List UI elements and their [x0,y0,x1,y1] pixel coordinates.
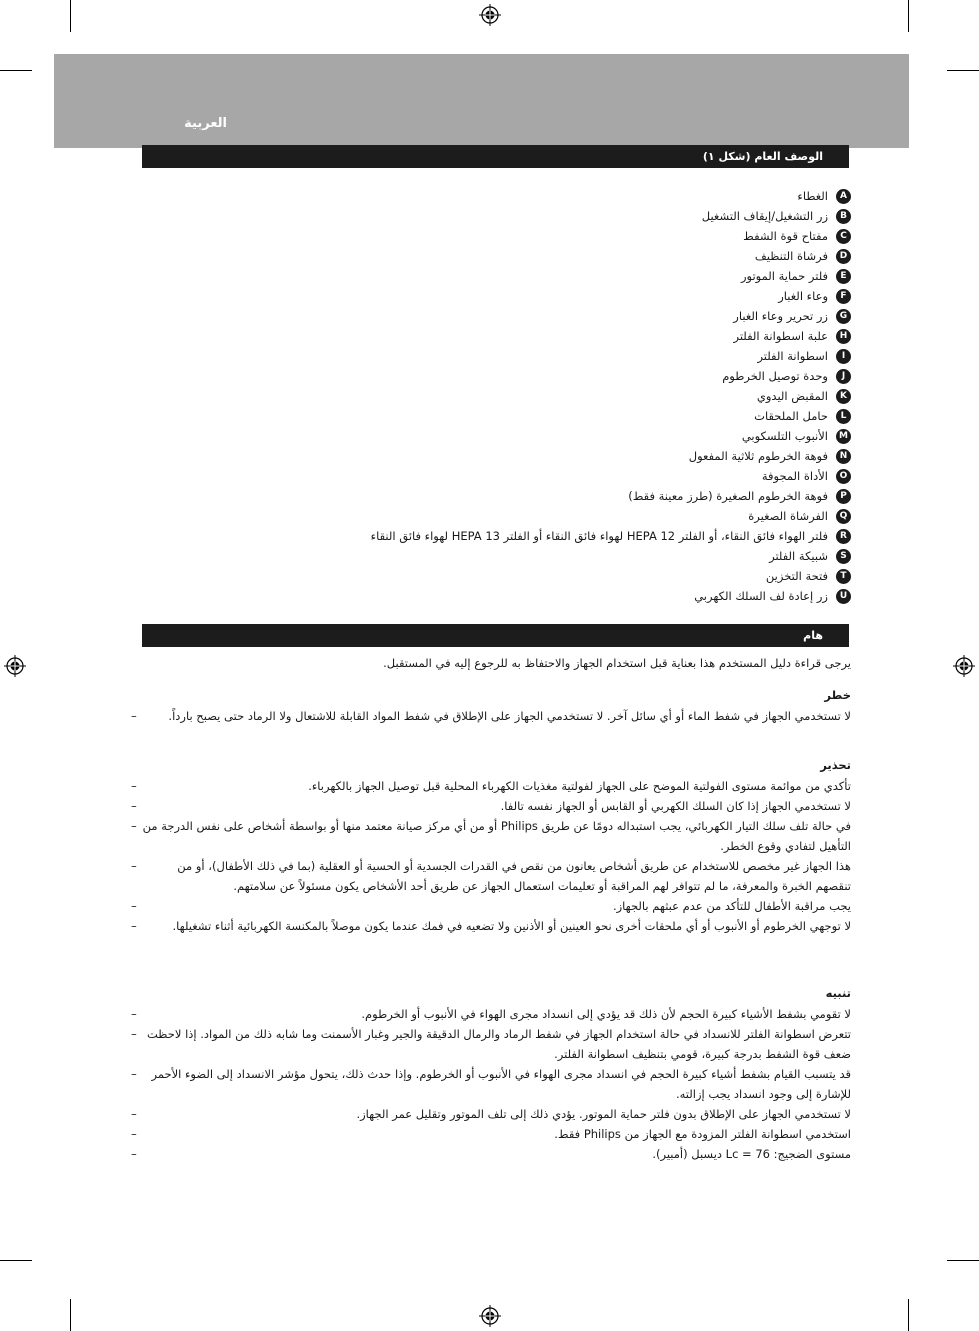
part-label: فوهة الخرطوم الصغيرة (طرز معينة فقط) [628,489,828,503]
part-label: مفتاح قوة الشفط [743,229,828,243]
registration-mark-icon [4,655,26,677]
caution-item: – قد يتسبب القيام بشفط أشياء كبيرة الحجم في انسداد مجرى الهواء في الأنبوب أو الخرطوم. وإذا حدث ذلك، يتحول مؤشر الانسداد إلى الضوء الأحمر للإشارة إلى وجود انسداد يجب إزالته. [131,1067,851,1101]
danger-section [131,688,851,726]
part-item [231,406,851,426]
danger-item: – لا تستخدمي الجهاز في شفط الماء أو أي سائل آخر. لا تستخدمي الجهاز على الإطلاق في شفط المواد القابلة للاشتعال ولا الرماد حتى يصبح بارداً. [131,709,851,723]
part-letter-badge: G [836,309,851,324]
part-letter-badge: D [836,249,851,264]
part-item [231,206,851,226]
part-label: الأداة المجوفة [761,469,828,483]
crop-mark [908,1299,909,1331]
parts-list [231,186,851,606]
caution-item-text: لا تستخدمي الجهاز على الإطلاق بدون فلتر حماية الموتور. يؤدي ذلك إلى تلف الموتور وتقليل عمر الجهاز. [356,1107,851,1121]
danger-item-text: لا تستخدمي الجهاز في شفط الماء أو أي سائل آخر. لا تستخدمي الجهاز على الإطلاق في شفط المواد القابلة للاشتعال ولا الرماد حتى يصبح بارداً. [168,709,851,723]
part-item [231,266,851,286]
caution-item: – استخدمي اسطوانة الفلتر المزودة مع الجهاز من Philips فقط. [131,1127,851,1141]
caution-title: تنبيه [825,986,851,1000]
part-letter-badge: N [836,449,851,464]
part-item [231,566,851,586]
caution-item-text: استخدمي اسطوانة الفلتر المزودة مع الجهاز من Philips فقط. [554,1127,851,1141]
part-item [231,286,851,306]
part-letter-badge: J [836,369,851,384]
header-banner [54,54,909,148]
part-label: الغطاء [797,189,828,203]
important-title: هام [142,624,849,647]
part-label: الفرشاة الصغيرة [748,509,828,523]
part-item [231,346,851,366]
part-item [231,426,851,446]
part-letter-badge: L [836,409,851,424]
language-label: العربية [184,116,227,131]
part-letter-badge: R [836,529,851,544]
part-letter-badge: Q [836,509,851,524]
crop-mark [908,0,909,32]
part-label: اسطوانة الفلتر [757,349,828,363]
caution-section [131,986,851,1164]
warning-title: تحذير [820,758,851,772]
crop-mark [70,1299,71,1331]
warning-section [131,758,851,936]
part-item [231,486,851,506]
warning-item-text: في حالة تلف سلك التيار الكهربائي، يجب استبداله دومًا عن طريق Philips أو من أي مركز صيانة معتمد منها أو بواسطة أشخاص على نفس الدرجة من التأهيل لتفادي وقوع الخطر. [142,819,851,853]
part-item [231,326,851,346]
warning-item-text: تأكدي من موائمة مستوى الفولتية الموضح على الجهاز لفولتية مغذيات الكهرباء المحلية قبل توصيل الجهاز بالكهرباء. [308,779,851,793]
caution-item-text: قد يتسبب القيام بشفط أشياء كبيرة الحجم في انسداد مجرى الهواء في الأنبوب أو الخرطوم. وإذا حدث ذلك، يتحول مؤشر الانسداد إلى الضوء الأحمر للإشارة إلى وجود انسداد يجب إزالته. [151,1067,851,1101]
part-label: زر التشغيل/إيقاف التشغيل [701,209,828,223]
important-intro: يرجى قراءة دليل المستخدم هذا بعناية قبل استخدام الجهاز والاحتفاظ به للرجوع إليه في المستقبل. [383,656,851,670]
warning-item: – لا توجهي الخرطوم أو الأنبوب أو أي ملحقات أخرى نحو العينين أو الأذنين ولا تضعيه في فمك عندما يكون موصلاً بالمكنسة الكهربائية أثناء تشغيلها. [131,919,851,933]
part-item [231,446,851,466]
warning-item: – في حالة تلف سلك التيار الكهربائي، يجب استبداله دومًا عن طريق Philips أو من أي مركز صيانة معتمد منها أو بواسطة أشخاص على نفس الدرجة من التأهيل لتفادي وقوع الخطر. [131,819,851,853]
part-letter-badge: M [836,429,851,444]
crop-mark [0,70,32,71]
part-label: شبيكة الفلتر [769,549,828,563]
caution-item-text: مستوى الضجيج: Lc = 76 ديسبل (أمبير). [652,1147,851,1161]
part-letter-badge: F [836,289,851,304]
warning-item-text: هذا الجهاز غير مخصص للاستخدام عن طريق أشخاص يعانون من نقص في القدرات الجسدية أو الحسية أو العقلية (بما في ذلك الأطفال)، أو من تنقصهم الخبرة والمعرفة، ما لم تتوافر لهم المراقبة أو تعليمات استعمال الجهاز عن طريق أحد الأشخاص يكون مسئولاً عن سلامتهم. [177,859,851,893]
part-letter-badge: B [836,209,851,224]
part-label: فوهة الخرطوم ثلاثية المفعول [688,449,828,463]
warning-item-text: لا توجهي الخرطوم أو الأنبوب أو أي ملحقات أخرى نحو العينين أو الأذنين ولا تضعيه في فمك عندما يكون موصلاً بالمكنسة الكهربائية أثناء تشغيلها. [172,919,851,933]
part-label: علبة اسطوانة الفلتر [733,329,828,343]
part-label: فتحة التخزين [765,569,828,583]
part-letter-badge: E [836,269,851,284]
part-letter-badge: S [836,549,851,564]
warning-item: – تأكدي من موائمة مستوى الفولتية الموضح على الجهاز لفولتية مغذيات الكهرباء المحلية قبل توصيل الجهاز بالكهرباء. [131,779,851,793]
part-label: زر تحرير وعاء الغبار [733,309,828,323]
part-label: الأنبوب التلسكوبي [741,429,828,443]
part-letter-badge: A [836,189,851,204]
part-item [231,386,851,406]
part-letter-badge: P [836,489,851,504]
registration-mark-icon [479,1305,501,1327]
warning-item-text: يجب مراقبة الأطفال للتأكد من عدم عبثهم بالجهاز. [612,899,851,913]
part-label: حامل الملحقات [754,409,828,423]
crop-mark [947,70,979,71]
caution-item: – لا تقومي بشفط الأشياء كبيرة الحجم لأن ذلك قد يؤدي إلى انسداد مجرى الهواء في الأنبوب أو الخرطوم. [131,1007,851,1021]
overview-title: الوصف العام (شكل ١) [142,145,849,168]
registration-mark-icon [953,655,975,677]
part-letter-badge: H [836,329,851,344]
part-item [231,186,851,206]
part-item [231,226,851,246]
crop-mark [947,1260,979,1261]
warning-item: – يجب مراقبة الأطفال للتأكد من عدم عبثهم بالجهاز. [131,899,851,913]
part-label: زر إعادة لف السلك الكهربي [694,589,828,603]
part-label: وعاء الغبار [778,289,828,303]
warning-item-text: لا تستخدمي الجهاز إذا كان السلك الكهربي أو القابس أو الجهاز نفسه تالفا. [500,799,851,813]
part-label: المقبض اليدوي [756,389,828,403]
warning-item: – هذا الجهاز غير مخصص للاستخدام عن طريق أشخاص يعانون من نقص في القدرات الجسدية أو الحسية أو العقلية (بما في ذلك الأطفال)، أو من تنقصهم الخبرة والمعرفة، ما لم تتوافر لهم المراقبة أو تعليمات استعمال الجهاز عن طريق أحد الأشخاص يكون مسئولاً عن سلامتهم. [131,859,851,893]
part-item [231,246,851,266]
part-item [231,526,851,546]
part-label: فلتر حماية الموتور [740,269,828,283]
caution-item: – تتعرض اسطوانة الفلتر للانسداد في حالة استخدام الجهاز في شفط الرماد والرمال الدقيقة والجير وغبار الأسمنت وما شابه ذلك من المواد. إذا لاحظت ضعف قوة الشفط بدرجة كبيرة، قومي بتنظيف اسطوانة الفلتر. [131,1027,851,1061]
danger-title: خطر [824,688,851,702]
caution-item-text: لا تقومي بشفط الأشياء كبيرة الحجم لأن ذلك قد يؤدي إلى انسداد مجرى الهواء في الأنبوب أو الخرطوم. [361,1007,851,1021]
part-letter-badge: U [836,589,851,604]
part-label: وحدة توصيل الخرطوم [722,369,828,383]
part-item [231,546,851,566]
part-item [231,506,851,526]
part-item [231,466,851,486]
crop-mark [0,1260,32,1261]
part-letter-badge: I [836,349,851,364]
caution-item: – لا تستخدمي الجهاز على الإطلاق بدون فلتر حماية الموتور. يؤدي ذلك إلى تلف الموتور وتقليل عمر الجهاز. [131,1107,851,1121]
crop-mark [70,0,71,32]
part-item [231,586,851,606]
registration-mark-icon [479,4,501,26]
part-item [231,306,851,326]
part-letter-badge: K [836,389,851,404]
caution-item: – مستوى الضجيج: Lc = 76 ديسبل (أمبير). [131,1147,851,1161]
caution-item-text: تتعرض اسطوانة الفلتر للانسداد في حالة استخدام الجهاز في شفط الرماد والرمال الدقيقة والجير وغبار الأسمنت وما شابه ذلك من المواد. إذا لاحظت ضعف قوة الشفط بدرجة كبيرة، قومي بتنظيف اسطوانة الفلتر. [147,1027,851,1061]
part-letter-badge: C [836,229,851,244]
part-label: فرشاة التنظيف [754,249,828,263]
part-label: فلتر الهواء فائق النقاء، أو الفلتر HEPA 12 لهواء فائق النقاء أو الفلتر HEPA 13 لهواء فائق النقاء [370,529,828,543]
part-letter-badge: T [836,569,851,584]
part-item [231,366,851,386]
part-letter-badge: O [836,469,851,484]
warning-item: – لا تستخدمي الجهاز إذا كان السلك الكهربي أو القابس أو الجهاز نفسه تالفا. [131,799,851,813]
